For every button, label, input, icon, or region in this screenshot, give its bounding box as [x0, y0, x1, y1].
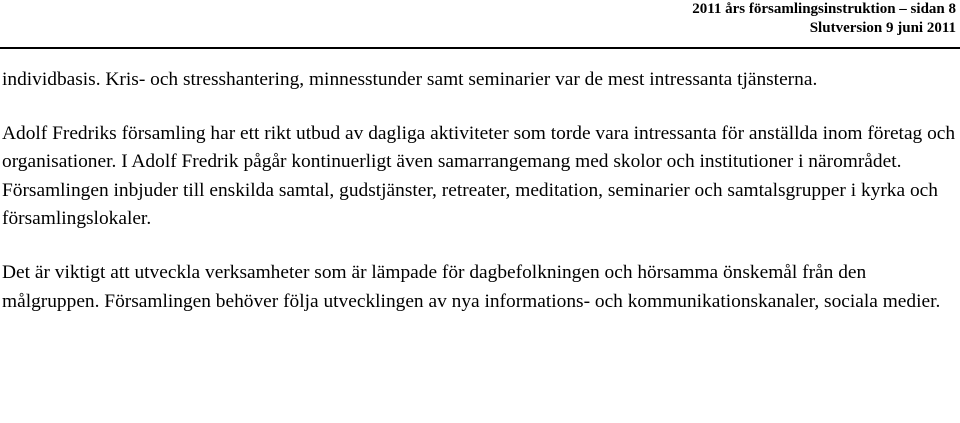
header-version: Slutversion 9 juni 2011: [809, 20, 956, 36]
header-title: 2011 års församlingsinstruktion – sidan 8: [692, 1, 956, 17]
document-body: [2, 66, 958, 316]
page-header: [692, 0, 956, 38]
paragraph: Adolf Fredriks församling har ett rikt utbud av dagliga aktiviteter som torde vara intressanta för anställda inom företag och organisationer. I Adolf Fredrik pågår kontinuerligt även samarrangemang med skolor och institutioner i närområdet. Församlingen inbjuder till enskilda samtal, gudstjänster, retreater, meditation, seminarier och samtalsgrupper i kyrka och församlingslokaler.: [2, 122, 956, 230]
header-divider: [0, 47, 960, 49]
paragraph: Det är viktigt att utveckla verksamheter som är lämpade för dagbefolkningen och hörsamma önskemål från den målgruppen. Församlingen behöver följa utvecklingen av nya informations- och kommunikationskanaler, sociala medier.: [2, 261, 941, 312]
paragraph: individbasis. Kris- och stresshantering, minnesstunder samt seminarier var de mest intressanta tjänsterna.: [2, 69, 818, 90]
